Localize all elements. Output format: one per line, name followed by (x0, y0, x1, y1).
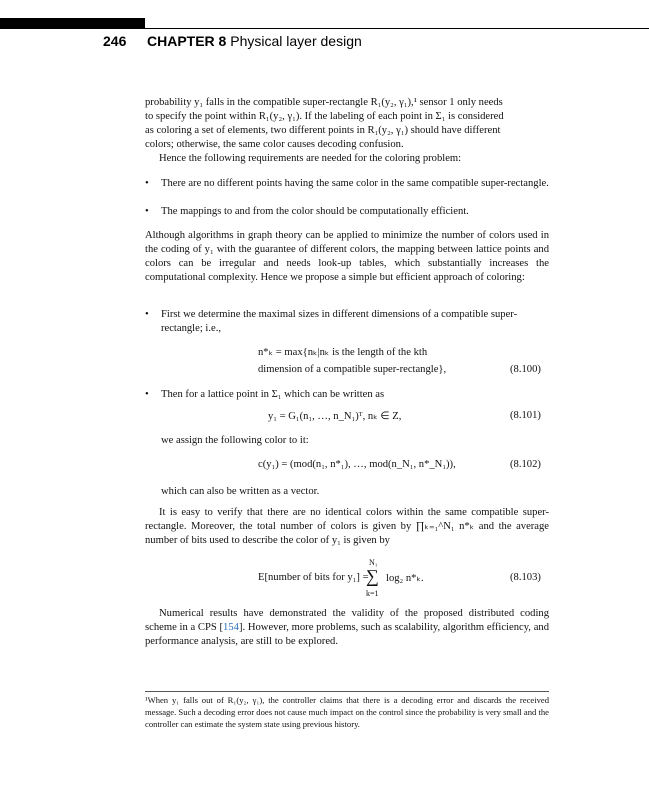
chapter-heading (147, 33, 362, 49)
paragraph-5 (145, 607, 549, 649)
paragraph-1-line: as coloring a set of elements, two different points in R₁(y₂, γ₁) should have different (145, 125, 501, 136)
sum-term: log₂ n*ₖ. (386, 573, 424, 584)
header-bar (0, 18, 145, 29)
paragraph-5-post: ]. However, more problems, such as scalability, algorithm efficiency, and performance analysis, are still to be explored. (145, 622, 549, 647)
paragraph-1-line: to specify the point within R₁(y₂, γ₁). If the labeling of each point in Σ₁ is considered (145, 111, 504, 122)
sum-icon: ∑ (366, 566, 379, 586)
equation-number: (8.102) (510, 459, 541, 470)
requirement-text: There are no different points having the same color in the same compatible super-rectangle. (161, 178, 549, 189)
requirement-text: The mappings to and from the color should be computationally efficient. (161, 206, 469, 217)
bullet-icon: • (145, 309, 149, 320)
chapter-title: Physical layer design (230, 33, 362, 49)
page-number: 246 (103, 33, 127, 49)
bullet-icon: • (145, 389, 149, 400)
paragraph-4: It is easy to verify that there are no identical colors within the same compatible super-rectangle. Moreover, the total number of colors is given by ∏ₖ₌₁^N₁ n*ₖ and the average number of bits used to describe the color of y₁ is given by (145, 507, 549, 546)
bullet-icon: • (145, 206, 149, 217)
vector-text: which can also be written as a vector. (161, 486, 320, 497)
bullet-icon: • (145, 178, 149, 189)
equation-8-100-line-2: dimension of a compatible super-rectangle}, (258, 364, 447, 375)
paragraph-1-line: probability y₁ falls in the compatible super-rectangle R₁(y₂, γ₁),¹ sensor 1 only needs (145, 97, 503, 108)
assign-text: we assign the following color to it: (161, 435, 309, 446)
footnote-rule (145, 691, 549, 692)
header-rule (145, 28, 649, 29)
paragraph-5-pre: Numerical results have demonstrated the validity of the proposed distributed coding scheme in a CPS [ (145, 608, 549, 633)
equation-8-102: c(y₁) = (mod(n₁, n*₁), …, mod(n_N₁, n*_N₁)), (258, 459, 456, 470)
chapter-label: CHAPTER 8 (147, 33, 227, 49)
sum-lower-limit: k=1 (366, 589, 379, 598)
step-text: First we determine the maximal sizes in different dimensions of a compatible super-rectangle; i.e., (161, 309, 518, 334)
equation-8-100-line-1: n*ₖ = max{nₖ|nₖ is the length of the kth (258, 347, 428, 358)
paragraph-2: Hence the following requirements are needed for the coloring problem: (159, 153, 462, 164)
paragraph-3: Although algorithms in graph theory can be applied to minimize the number of colors used in the coding of y₁ with the guarantee of different colors, the mapping between lattice points and colors can be irregular and needs look-up tables, which substantially increases the computational complexity. Hence we propose a simple but efficient approach of coloring: (145, 230, 549, 283)
equation-number: (8.100) (510, 364, 541, 375)
paragraph-1 (145, 96, 549, 152)
equation-8-103-lhs: E[number of bits for y₁] = (258, 572, 369, 583)
paragraph-1-line: colors; otherwise, the same color causes decoding confusion. (145, 139, 404, 150)
equation-number: (8.103) (510, 572, 541, 583)
sum-upper-limit: N₁ (369, 558, 378, 567)
equation-number: (8.101) (510, 410, 541, 421)
equation-8-101: y₁ = G₁(n₁, …, n_N₁)ᵀ, nₖ ∈ Z, (268, 411, 402, 422)
step-text: Then for a lattice point in Σ₁ which can be written as (161, 389, 385, 400)
citation-link[interactable]: 154 (223, 622, 239, 633)
footnote: ¹When y₁ falls out of R₁(y₂, γ₁), the controller claims that there is a decoding error and discards the received message. Such a decoding error does not cause much impact on the control since the probability is very small and the controller can estimate the system state using previous history. (145, 695, 549, 729)
